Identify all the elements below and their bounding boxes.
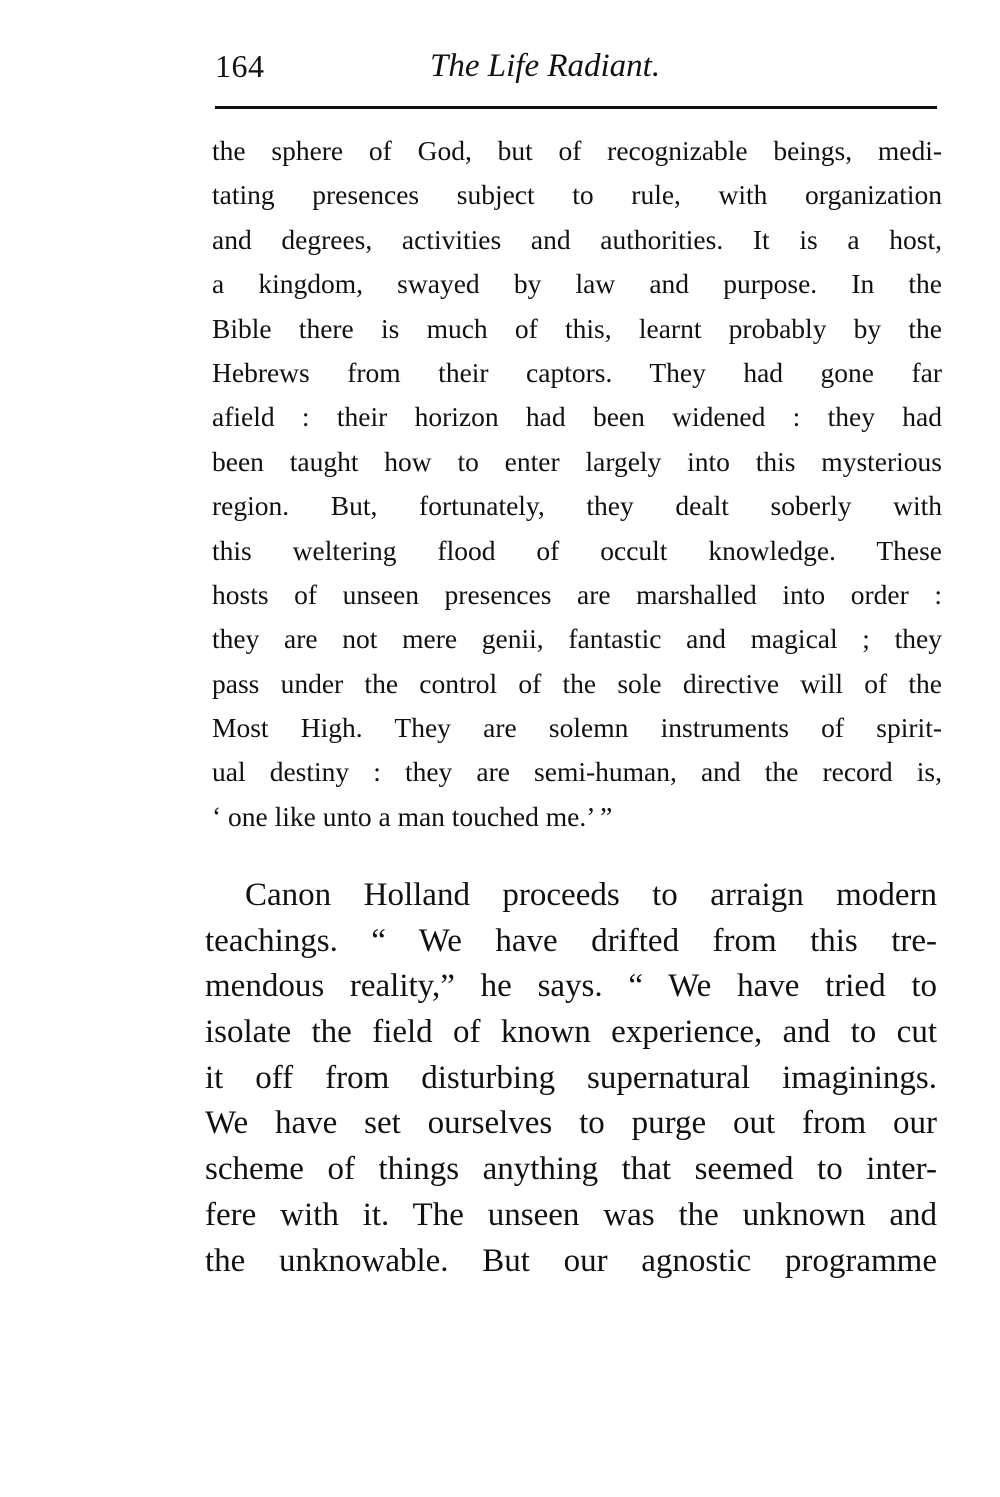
body-line: it off from disturbing supernatural imaginings. [205,1059,937,1096]
body-line: isolate the field of known experience, and to cut [205,1014,937,1051]
quote-line: hosts of unseen presences are marshalled into order : [212,578,942,610]
quote-line: ual destiny : they are semi-human, and the record is, [212,756,942,788]
quote-line: been taught how to enter largely into this mysterious [212,445,942,477]
quote-line: the sphere of God, but of recognizable beings, medi- [212,135,942,166]
quote-line: Most High. They are solemn instruments of spirit- [212,712,942,744]
quote-line: pass under the control of the sole directive will of the [212,667,942,699]
quote-line: and degrees, activities and authorities. It is a host, [212,223,942,255]
body-line: the unknowable. But our agnostic programme [205,1242,937,1279]
quote-line: afield : their horizon had been widened : they had [212,401,942,433]
body-line: mendous reality,” he says. “ We have tried to [205,968,937,1005]
quote-line: tating presences subject to rule, with organization [212,179,942,211]
quote-line: they are not mere genii, fantastic and magical ; they [212,623,942,655]
body-line: fere with it. The unseen was the unknown and [205,1196,937,1233]
body-line: teachings. “ We have drifted from this tre- [205,922,937,959]
body-line: Canon Holland proceeds to arraign modern [245,877,937,913]
quoted-passage [212,129,942,839]
body-line: We have set ourselves to purge out from our [205,1105,937,1142]
body-line: scheme of things anything that seemed to inter- [205,1151,937,1188]
quote-line: region. But, fortunately, they dealt soberly with [212,490,942,522]
quote-line: Bible there is much of this, learnt probably by the [212,312,942,344]
quote-line: ‘ one like unto a man touched me.’ ” [212,800,613,832]
page-header [215,46,937,96]
header-rule [215,106,937,109]
body-paragraph [205,873,937,1284]
quote-line: Hebrews from their captors. They had gone far [212,356,942,388]
quote-line: a kingdom, swayed by law and purpose. In the [212,268,942,300]
quote-line: this weltering flood of occult knowledge. These [212,534,942,566]
page-number: 164 [215,48,265,84]
running-title: The Life Radiant. [430,48,661,84]
